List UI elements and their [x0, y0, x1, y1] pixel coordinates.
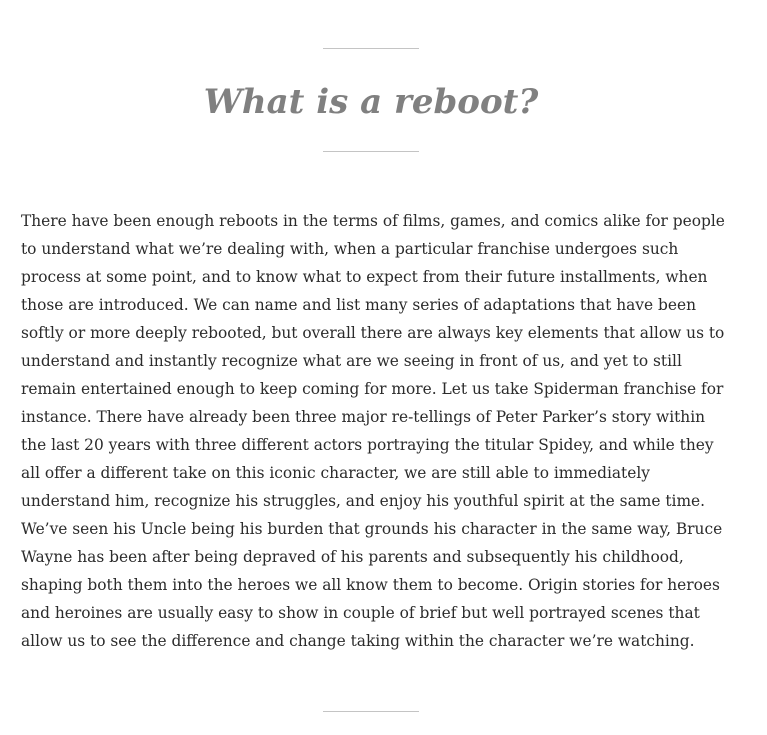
title-divider — [323, 151, 419, 152]
article-title: What is a reboot? — [203, 82, 539, 122]
article-body: There have been enough reboots in the terms of films, games, and comics alike for people to understand what we’re dealing with, when a particular franchise undergoes such process at some point, and to know what to expect from their future installments, when those are introduced. We can name and list many series of adaptations that have been softly or more deeply rebooted, but overall there are always key elements that allow us to understand and instantly recognize what are we seeing in front of us, and yet to still remain entertained enough to keep coming for more. Let us take Spiderman franchise for instance. There have already been three major re-tellings of Peter Parker’s story within the last 20 years with three different actors portraying the titular Spidey, and while they all offer a different take on this iconic character, we are still able to immediately understand him, recognize his struggles, and enjoy his youthful spirit at the same time. We’ve seen his Uncle being his burden that grounds his character in the same way, Bruce Wayne has been after being depraved of his parents and subsequently his childhood, shaping both them into the heroes we all know them to become. Origin stories for heroes and heroines are usually easy to show in couple of brief but well portrayed scenes that allow us to see the difference and change taking within the character we’re watching. — [21, 212, 725, 650]
bottom-divider — [323, 711, 419, 712]
top-divider — [323, 48, 419, 49]
